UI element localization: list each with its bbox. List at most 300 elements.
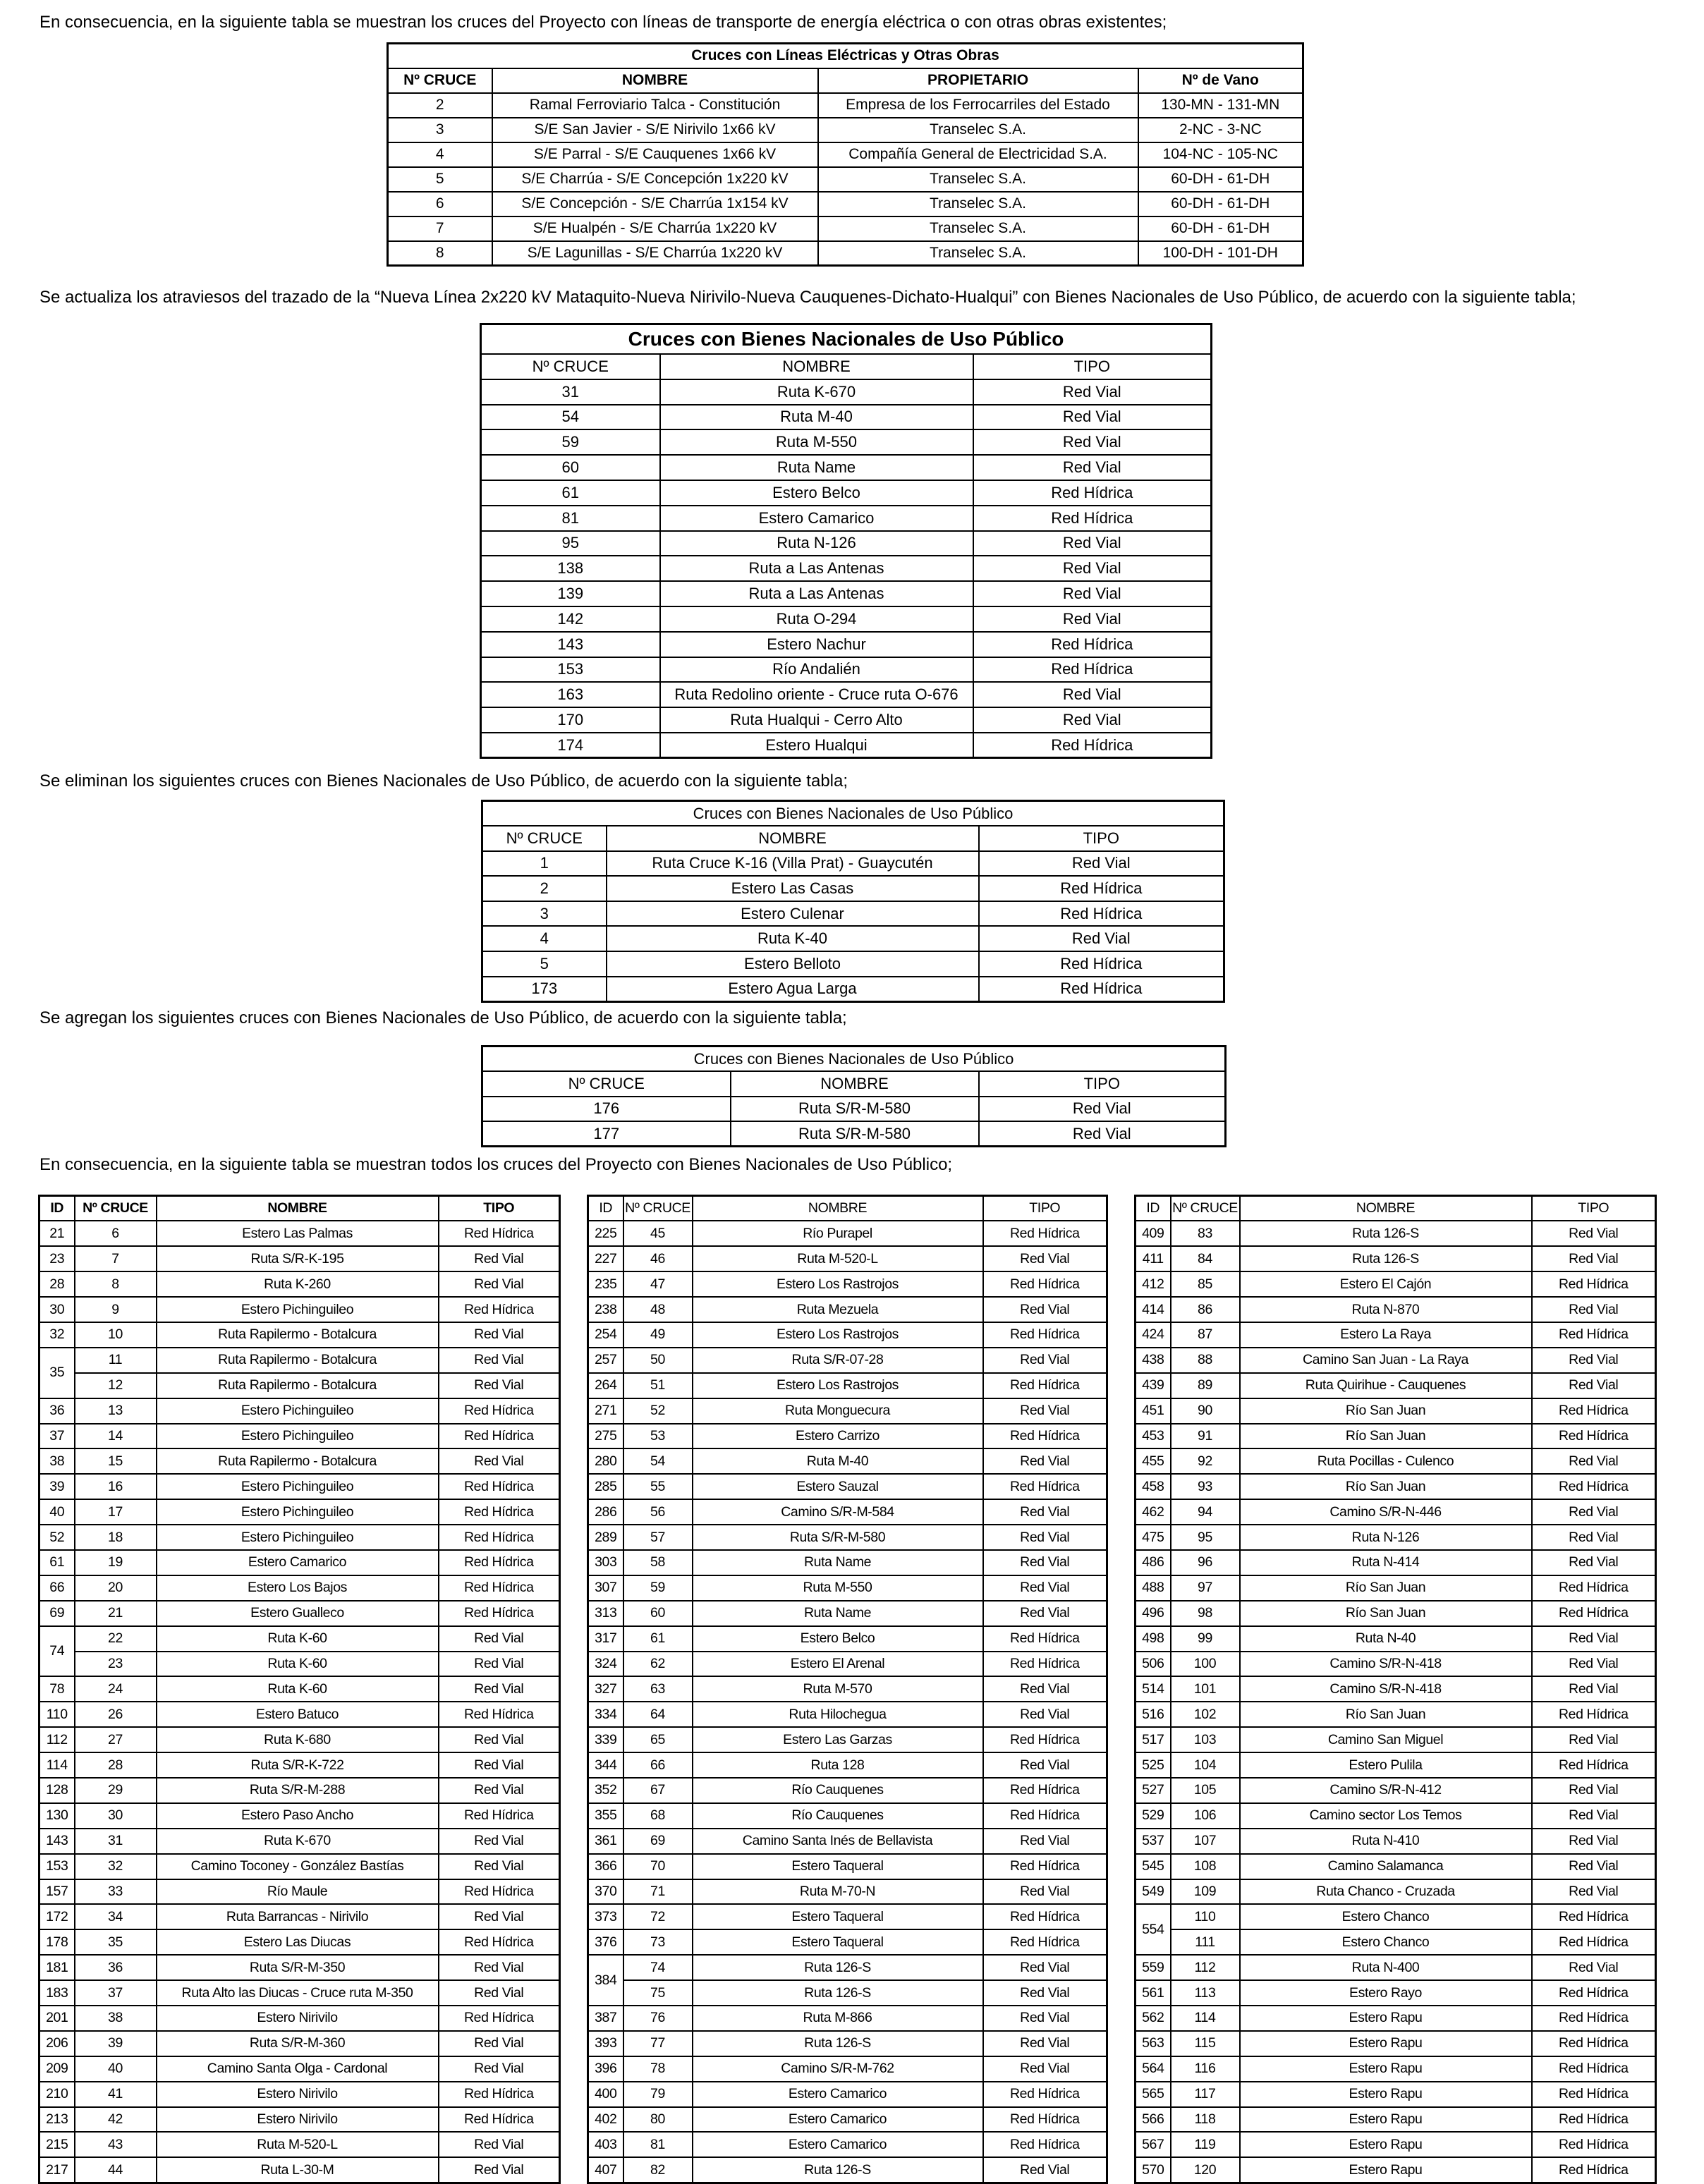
table-row <box>39 2031 560 2056</box>
table-cell: Ruta S/R-M-350 <box>157 1955 439 1980</box>
table-cell: Ruta S/R-M-580 <box>693 1525 983 1550</box>
table-row <box>388 118 1303 142</box>
table-cell: Ruta K-60 <box>157 1626 439 1652</box>
table-row <box>1136 1929 1656 1955</box>
table-cell: Ruta M-520-L <box>157 2132 439 2157</box>
table-cell: Compañía General de Electricidad S.A. <box>818 142 1138 167</box>
table-cell: Red Hídrica <box>1532 1474 1656 1499</box>
table-cell: 238 <box>588 1297 623 1322</box>
table-cell: Red Vial <box>439 1373 560 1398</box>
table-cell: Ruta M-550 <box>660 429 973 455</box>
table-cell: 376 <box>588 1929 623 1955</box>
table-cell: Red Vial <box>1532 1373 1656 1398</box>
table-row <box>39 1652 560 1677</box>
table-cell: Red Vial <box>439 1271 560 1297</box>
table-electric-lines <box>387 42 1304 267</box>
table-cell: 201 <box>39 2006 75 2031</box>
table-cell: 37 <box>75 1980 157 2006</box>
table-row <box>481 682 1212 707</box>
table-row <box>1136 1373 1656 1398</box>
table-row <box>588 1348 1107 1373</box>
table-cell: S/E Charrúa - S/E Concepción 1x220 kV <box>492 167 818 192</box>
table-cell: Estero Chanco <box>1240 1904 1532 1929</box>
table-cell: Red Vial <box>439 1955 560 1980</box>
table-cell: Río San Juan <box>1240 1702 1532 1727</box>
table-row <box>1136 1246 1656 1271</box>
table-cell: S/E Parral - S/E Cauquenes 1x66 kV <box>492 142 818 167</box>
table-cell: 14 <box>75 1424 157 1449</box>
table-cell: Red Vial <box>983 2006 1107 2031</box>
table-cell: Río San Juan <box>1240 1575 1532 1601</box>
table-cell: Ruta K-60 <box>157 1652 439 1677</box>
table-cell: Estero Sauzal <box>693 1474 983 1499</box>
table-cell: Ruta Chanco - Cruzada <box>1240 1879 1532 1905</box>
table-cell: 91 <box>1171 1424 1240 1449</box>
table-cell: 396 <box>588 2056 623 2082</box>
table-cell: Red Vial <box>439 1676 560 1702</box>
table-row <box>39 1626 560 1652</box>
table-cell: Red Vial <box>979 1097 1226 1122</box>
table-cell: 71 <box>623 1879 693 1905</box>
table-cell: Red Hídrica <box>439 1601 560 1626</box>
table-cell: Red Vial <box>973 455 1212 480</box>
table-cell: Ruta S/R-K-195 <box>157 1246 439 1271</box>
table-cell: Camino S/R-N-418 <box>1240 1652 1532 1677</box>
table-cell: Ruta S/R-M-580 <box>731 1121 979 1147</box>
table-cell: Río San Juan <box>1240 1424 1532 1449</box>
table-row <box>1136 2082 1656 2107</box>
col-header: Nº CRUCE <box>482 1071 731 1097</box>
table-cell: 324 <box>588 1652 623 1677</box>
table-cell: Ruta M-866 <box>693 2006 983 2031</box>
table-row <box>588 2157 1107 2183</box>
table-row <box>1136 2107 1656 2133</box>
table-cell: 157 <box>39 1879 75 1905</box>
table-cell: Camino sector Los Temos <box>1240 1803 1532 1829</box>
table-cell: 110 <box>39 1702 75 1727</box>
table-cell: Red Hídrica <box>983 1221 1107 1246</box>
table-row <box>588 1601 1107 1626</box>
col-header: NOMBRE <box>607 826 979 851</box>
table-cell: 21 <box>39 1221 75 1246</box>
table-cell: 6 <box>388 192 492 216</box>
table-row <box>1136 2056 1656 2082</box>
table-cell: 59 <box>481 429 660 455</box>
table-cell: 537 <box>1136 1829 1171 1854</box>
table-cell: 264 <box>588 1373 623 1398</box>
table-cell: S/E Hualpén - S/E Charrúa 1x220 kV <box>492 216 818 241</box>
col-header: NOMBRE <box>157 1196 439 1221</box>
table-cell: 96 <box>1171 1550 1240 1575</box>
table-cell: Estero Chanco <box>1240 1929 1532 1955</box>
table-row <box>388 93 1303 118</box>
table-cell: Red Vial <box>439 1626 560 1652</box>
table-cell: 39 <box>39 1474 75 1499</box>
table-cell: 60 <box>623 1601 693 1626</box>
table-cell: Ruta N-126 <box>660 531 973 556</box>
table-cell: 153 <box>39 1854 75 1879</box>
table-row <box>588 1752 1107 1778</box>
table-cell: Red Hídrica <box>979 977 1224 1002</box>
table-cell: Estero Hualqui <box>660 733 973 758</box>
table-cell: Camino S/R-N-446 <box>1240 1499 1532 1525</box>
table-cell: Ruta S/R-M-288 <box>157 1778 439 1803</box>
table-caption: Cruces con Bienes Nacionales de Uso Público <box>481 324 1212 355</box>
table-cell: Red Hídrica <box>1532 1322 1656 1348</box>
table-cell: 352 <box>588 1778 623 1803</box>
table-row <box>588 1221 1107 1246</box>
intro-paragraph-5: En consecuencia, en la siguiente tabla se muestran todos los cruces del Proyecto con Bienes Nacionales de Uso Público; <box>39 1155 953 1174</box>
table-row <box>481 632 1212 657</box>
table-cell: Red Hídrica <box>439 2006 560 2031</box>
table-cell: Transelec S.A. <box>818 192 1138 216</box>
table-cell: Red Vial <box>973 682 1212 707</box>
table-cell: Estero La Raya <box>1240 1322 1532 1348</box>
table-row <box>1136 2006 1656 2031</box>
intro-paragraph-4: Se agregan los siguientes cruces con Bienes Nacionales de Uso Público, de acuerdo con la siguiente tabla; <box>39 1008 847 1027</box>
table-all-crossings-part-1 <box>38 1195 561 2184</box>
table-row <box>1136 2132 1656 2157</box>
table-cell: Red Hídrica <box>439 1424 560 1449</box>
table-row <box>39 1752 560 1778</box>
table-row <box>482 977 1224 1002</box>
col-header: Nº CRUCE <box>482 826 607 851</box>
table-cell: 5 <box>388 167 492 192</box>
table-cell: 280 <box>588 1448 623 1474</box>
table-cell: 74 <box>39 1626 75 1677</box>
table-row <box>1136 1348 1656 1373</box>
table-cell: 46 <box>623 1246 693 1271</box>
table-cell: 181 <box>39 1955 75 1980</box>
table-cell: 98 <box>1171 1601 1240 1626</box>
table-cell: Red Hídrica <box>983 2107 1107 2133</box>
table-row <box>39 1803 560 1829</box>
table-cell: Ruta Pocillas - Culenco <box>1240 1448 1532 1474</box>
table-row <box>1136 1955 1656 1980</box>
table-cell: 2 <box>482 876 607 901</box>
table-row <box>588 1676 1107 1702</box>
col-header: TIPO <box>439 1196 560 1221</box>
table-cell: 7 <box>75 1246 157 1271</box>
table-cell: Red Hídrica <box>983 1803 1107 1829</box>
table-cell: Estero Rapu <box>1240 2132 1532 2157</box>
table-row <box>588 1929 1107 1955</box>
table-cell: 52 <box>623 1398 693 1424</box>
table-caption: Cruces con Líneas Eléctricas y Otras Obras <box>388 44 1303 68</box>
table-cell: 78 <box>623 2056 693 2082</box>
table-row <box>588 1829 1107 1854</box>
table-cell: Red Vial <box>439 1752 560 1778</box>
table-cell: Ruta Rapilermo - Botalcura <box>157 1348 439 1373</box>
table-cell: Red Vial <box>983 1448 1107 1474</box>
table-cell: 35 <box>39 1348 75 1398</box>
table-cell: 373 <box>588 1904 623 1929</box>
table-cell: Camino S/R-M-762 <box>693 2056 983 2082</box>
table-cell: 99 <box>1171 1626 1240 1652</box>
table-cell: Transelec S.A. <box>818 216 1138 241</box>
table-cell: 370 <box>588 1879 623 1905</box>
table-cell: Red Hídrica <box>1532 1702 1656 1727</box>
table-cell: Ruta Name <box>693 1550 983 1575</box>
table-row <box>39 1398 560 1424</box>
table-cell: Red Vial <box>973 581 1212 606</box>
table-cell: Red Vial <box>1532 1955 1656 1980</box>
table-cell: Red Hídrica <box>1532 2082 1656 2107</box>
col-header: TIPO <box>973 354 1212 379</box>
table-cell: Red Hídrica <box>439 1474 560 1499</box>
table-cell: Transelec S.A. <box>818 118 1138 142</box>
table-cell: Ruta 126-S <box>693 2031 983 2056</box>
table-cell: 514 <box>1136 1676 1171 1702</box>
table-cell: 170 <box>481 707 660 733</box>
table-cell: 26 <box>75 1702 157 1727</box>
table-cell: Ruta Rapilermo - Botalcura <box>157 1322 439 1348</box>
table-cell: Red Vial <box>983 2056 1107 2082</box>
table-cell: 93 <box>1171 1474 1240 1499</box>
table-cell: 8 <box>388 241 492 266</box>
table-cell: Estero Las Diucas <box>157 1929 439 1955</box>
table-cell: Red Vial <box>439 1980 560 2006</box>
table-cell: 114 <box>39 1752 75 1778</box>
table-cell: Red Hídrica <box>439 1575 560 1601</box>
table-cell: 84 <box>1171 1246 1240 1271</box>
table-row <box>588 1778 1107 1803</box>
table-row <box>39 1271 560 1297</box>
table-cell: 139 <box>481 581 660 606</box>
table-cell: 529 <box>1136 1803 1171 1829</box>
table-cell: 130-MN - 131-MN <box>1138 93 1303 118</box>
table-cell: Red Vial <box>1532 1221 1656 1246</box>
table-cell: 567 <box>1136 2132 1171 2157</box>
table-cell: Red Hídrica <box>973 632 1212 657</box>
table-cell: Ruta 128 <box>693 1752 983 1778</box>
table-cell: Red Vial <box>439 2031 560 2056</box>
table-cell: Red Vial <box>983 1550 1107 1575</box>
table-cell: Ruta M-570 <box>693 1676 983 1702</box>
table-cell: 55 <box>623 1474 693 1499</box>
table-cell: Red Hídrica <box>1532 1398 1656 1424</box>
table-all-crossings-part-3 <box>1134 1195 1657 2184</box>
table-cell: Estero Camarico <box>660 506 973 531</box>
table-cell: Estero Los Rastrojos <box>693 1322 983 1348</box>
table-cell: Estero Las Garzas <box>693 1727 983 1752</box>
table-cell: Red Hídrica <box>983 1727 1107 1752</box>
table-cell: 307 <box>588 1575 623 1601</box>
table-cell: Red Hídrica <box>439 1499 560 1525</box>
table-cell: Red Hídrica <box>1532 1752 1656 1778</box>
table-cell: Ruta S/R-M-360 <box>157 2031 439 2056</box>
table-cell: 2 <box>388 93 492 118</box>
table-row <box>39 2056 560 2082</box>
table-row <box>39 1854 560 1879</box>
table-cell: 438 <box>1136 1348 1171 1373</box>
table-cell: Red Vial <box>983 1246 1107 1271</box>
table-cell: Red Hídrica <box>1532 2056 1656 2082</box>
table-cell: 143 <box>39 1829 75 1854</box>
table-cell: Red Hídrica <box>439 2082 560 2107</box>
table-cell: Estero Agua Larga <box>607 977 979 1002</box>
table-cell: Red Vial <box>439 1727 560 1752</box>
table-cell: Camino S/R-N-412 <box>1240 1778 1532 1803</box>
table-cell: 5 <box>482 951 607 977</box>
table-cell: Red Vial <box>439 2132 560 2157</box>
table-row <box>482 901 1224 927</box>
table-row <box>481 531 1212 556</box>
table-row <box>1136 1448 1656 1474</box>
table-cell: 117 <box>1171 2082 1240 2107</box>
table-cell: Río Cauquenes <box>693 1803 983 1829</box>
table-cell: 16 <box>75 1474 157 1499</box>
table-row <box>388 216 1303 241</box>
table-cell: 102 <box>1171 1702 1240 1727</box>
col-header: TIPO <box>979 826 1224 851</box>
table-cell: 163 <box>481 682 660 707</box>
table-row <box>1136 1702 1656 1727</box>
table-cell: Ruta Hualqui - Cerro Alto <box>660 707 973 733</box>
table-cell: Camino S/R-N-418 <box>1240 1676 1532 1702</box>
table-cell: 115 <box>1171 2031 1240 2056</box>
table-cell: 95 <box>1171 1525 1240 1550</box>
table-row <box>588 2006 1107 2031</box>
table-cell: Red Vial <box>973 556 1212 581</box>
table-cell: Estero El Cajón <box>1240 1271 1532 1297</box>
table-cell: Red Hídrica <box>1532 1929 1656 1955</box>
table-cell: Ruta M-40 <box>660 405 973 430</box>
table-cell: Red Vial <box>1532 1525 1656 1550</box>
table-cell: 85 <box>1171 1271 1240 1297</box>
table-cell: 36 <box>39 1398 75 1424</box>
table-row <box>1136 1474 1656 1499</box>
table-cell: Estero Rapu <box>1240 2031 1532 2056</box>
table-cell: Estero Camarico <box>157 1550 439 1575</box>
table-cell: Red Hídrica <box>439 1297 560 1322</box>
table-cell: 409 <box>1136 1221 1171 1246</box>
table-cell: Río Andalién <box>660 657 973 683</box>
table-cell: Estero Pichinguileo <box>157 1297 439 1322</box>
table-cell: 22 <box>75 1626 157 1652</box>
table-cell: Estero Rapu <box>1240 2082 1532 2107</box>
table-cell: 210 <box>39 2082 75 2107</box>
table-cell: Ruta K-680 <box>157 1727 439 1752</box>
table-cell: Estero Rayo <box>1240 1980 1532 2006</box>
table-cell: Red Vial <box>979 1121 1226 1147</box>
table-row <box>39 1904 560 1929</box>
table-cell: Red Hídrica <box>439 1803 560 1829</box>
table-cell: Red Vial <box>1532 1348 1656 1373</box>
table-row <box>481 480 1212 506</box>
table-cell: Red Vial <box>439 2056 560 2082</box>
table-cell: 143 <box>481 632 660 657</box>
table-cell: Empresa de los Ferrocarriles del Estado <box>818 93 1138 118</box>
table-cell: 453 <box>1136 1424 1171 1449</box>
table-cell: 40 <box>75 2056 157 2082</box>
table-cell: Río Purapel <box>693 1221 983 1246</box>
table-row <box>1136 1980 1656 2006</box>
table-cell: Estero Las Casas <box>607 876 979 901</box>
table-cell: 1 <box>482 851 607 877</box>
table-cell: Red Hídrica <box>979 951 1224 977</box>
table-cell: 111 <box>1171 1929 1240 1955</box>
table-cell: 61 <box>481 480 660 506</box>
table-cell: 100-DH - 101-DH <box>1138 241 1303 266</box>
table-cell: Red Vial <box>439 1448 560 1474</box>
table-cell: 411 <box>1136 1246 1171 1271</box>
table-cell: 138 <box>481 556 660 581</box>
table-cell: 21 <box>75 1601 157 1626</box>
table-row <box>39 1676 560 1702</box>
table-cell: 23 <box>75 1652 157 1677</box>
table-row <box>1136 1676 1656 1702</box>
table-cell: Red Vial <box>1532 1297 1656 1322</box>
table-cell: Estero Los Rastrojos <box>693 1373 983 1398</box>
table-cell: Ruta S/R-07-28 <box>693 1348 983 1373</box>
table-cell: Red Hídrica <box>439 1879 560 1905</box>
table-row <box>588 1626 1107 1652</box>
table-cell: Estero Rapu <box>1240 2107 1532 2133</box>
table-cell: 257 <box>588 1348 623 1373</box>
table-cell: 114 <box>1171 2006 1240 2031</box>
table-cell: 8 <box>75 1271 157 1297</box>
table-cell: Ruta N-126 <box>1240 1525 1532 1550</box>
col-header: TIPO <box>979 1071 1226 1097</box>
table-row <box>481 707 1212 733</box>
table-cell: 73 <box>623 1929 693 1955</box>
table-cell: 76 <box>623 2006 693 2031</box>
table-row <box>588 1246 1107 1271</box>
table-cell: 516 <box>1136 1702 1171 1727</box>
col-header: Nº CRUCE <box>1171 1196 1240 1221</box>
table-row <box>1136 1879 1656 1905</box>
table-row <box>588 1373 1107 1398</box>
table-cell: Ruta Quirihue - Cauquenes <box>1240 1373 1532 1398</box>
table-cell: 19 <box>75 1550 157 1575</box>
table-cell: Red Hídrica <box>1532 1575 1656 1601</box>
table-cell: 475 <box>1136 1525 1171 1550</box>
table-row <box>39 1525 560 1550</box>
table-cell: 42 <box>75 2107 157 2133</box>
table-row <box>1136 1829 1656 1854</box>
table-cell: 56 <box>623 1499 693 1525</box>
table-cell: Red Vial <box>1532 1246 1656 1271</box>
table-row <box>588 2107 1107 2133</box>
table-cell: 545 <box>1136 1854 1171 1879</box>
table-cell: 34 <box>75 1904 157 1929</box>
table-cell: 327 <box>588 1676 623 1702</box>
table-bienes-eliminados <box>481 800 1225 1003</box>
table-row <box>1136 1221 1656 1246</box>
table-cell: Estero Rapu <box>1240 2006 1532 2031</box>
table-cell: Red Hídrica <box>439 1929 560 1955</box>
table-cell: Red Vial <box>983 1980 1107 2006</box>
table-cell: Red Vial <box>983 1752 1107 1778</box>
table-cell: 60-DH - 61-DH <box>1138 167 1303 192</box>
table-cell: 217 <box>39 2157 75 2183</box>
table-row <box>588 1702 1107 1727</box>
table-row <box>39 1373 560 1398</box>
table-cell: 393 <box>588 2031 623 2056</box>
table-cell: 37 <box>39 1424 75 1449</box>
table-cell: Red Vial <box>1532 1879 1656 1905</box>
table-row <box>388 167 1303 192</box>
table-row <box>481 405 1212 430</box>
col-header: Nº de Vano <box>1138 68 1303 93</box>
table-cell: Ruta N-414 <box>1240 1550 1532 1575</box>
col-header: TIPO <box>983 1196 1107 1221</box>
table-cell: 40 <box>39 1499 75 1525</box>
table-cell: 28 <box>39 1271 75 1297</box>
table-cell: Ruta M-70-N <box>693 1879 983 1905</box>
table-cell: Estero Nirivilo <box>157 2107 439 2133</box>
